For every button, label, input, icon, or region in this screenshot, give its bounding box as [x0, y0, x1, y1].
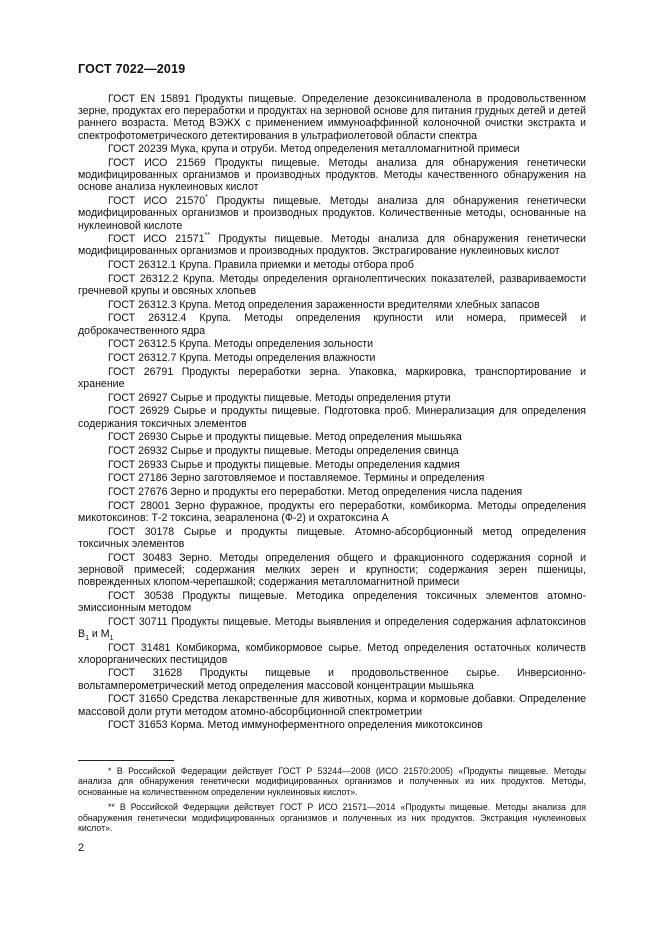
- reference-title: Продукты пищевые. Методы анализа для обнаружения генетически модифицированных организмов и производных продуктов. Количественные методы, основанные на нуклеиновой кислоте: [78, 195, 586, 232]
- reference-entry: ГОСТ 28001 Зерно фуражное, продукты его переработки, комбикорма. Методы определения микотоксинов: Т-2 токсина, зеараленона (Ф-2) и охратоксина А: [78, 499, 586, 524]
- reference-entry: ГОСТ 26312.7 Крупа. Методы определения влажности: [108, 352, 376, 365]
- reference-entry: ГОСТ 20239 Мука, крупа и отруби. Метод определения металломагнитной примеси: [108, 143, 520, 156]
- reference-entry: ГОСТ 30483 Зерно. Методы определения общего и фракционного содержания сорной и зерновой примесей; содержания мелких зерен и крупности; содержания зерен пшеницы, поврежденных клопом-черепашкой; содержания металломагнитной примеси: [78, 551, 586, 589]
- reference-entry: ГОСТ 26791 Продукты переработки зерна. Упаковка, маркировка, транспортирование и хранение: [78, 365, 586, 390]
- reference-entry: ГОСТ 31650 Средства лекарственные для животных, корма и кормовые добавки. Определение массовой доли ртути методом атомно-абсорбционной спектрометрии: [78, 693, 586, 718]
- reference-entry: ГОСТ 26312.5 Крупа. Методы определения зольности: [108, 338, 374, 351]
- reference-entry: ГОСТ 26933 Сырье и продукты пищевые. Методы определения кадмия: [108, 458, 460, 471]
- reference-entry: [78, 233, 586, 257]
- reference-entry: ГОСТ 26930 Сырье и продукты пищевые. Метод определения мышьяка: [108, 431, 462, 444]
- subscript: 1: [109, 634, 114, 642]
- reference-text: ГОСТ 30711 Продукты пищевые. Методы выявления и определения содержания афлатоксинов В: [78, 615, 586, 640]
- reference-entry: ГОСТ 26929 Сырье и продукты пищевые. Подготовка проб. Минерализация для определения содержания токсичных элементов: [78, 405, 586, 430]
- footnote-marker: **: [204, 231, 210, 239]
- footnote-divider: [78, 760, 174, 761]
- reference-entry: ГОСТ 27186 Зерно заготовляемое и поставляемое. Термины и определения: [108, 472, 485, 485]
- subscript: 1: [85, 634, 89, 642]
- reference-entry: ГОСТ 26312.1 Крупа. Правила приемки и методы отбора проб: [108, 259, 414, 272]
- reference-code: ГОСТ ИСО 21571: [108, 233, 205, 246]
- reference-entry: ГОСТ 30538 Продукты пищевые. Методика определения токсичных элементов атомно-эмиссионным методом: [78, 589, 586, 614]
- footnote-marker: *: [205, 193, 208, 201]
- reference-entry: ГОСТ 26312.2 Крупа. Методы определения органолептических показателей, развариваемости гречневой крупы и овсяных хлопьев: [78, 272, 586, 298]
- reference-title: Продукты пищевые. Методы анализа для обнаружения генетически модифицированных организмов и производных продуктов. Экстрагирование нуклеиновых кислот: [78, 233, 586, 258]
- reference-entry: ГОСТ 26312.3 Крупа. Метод определения зараженности вредителями хлебных запасов: [108, 298, 540, 311]
- reference-code: ГОСТ ИСО 21570: [108, 195, 206, 208]
- footnotes: [78, 766, 586, 838]
- reference-entry: ГОСТ ИСО 21569 Продукты пищевые. Методы анализа для обнаружения генетически модифицированных организмов и производных продуктов. Методы качественного обнаружения на основе анализа нуклеиновых кислот: [78, 157, 586, 194]
- reference-entry: ГОСТ 31653 Корма. Метод иммуноферментного определения микотоксинов: [108, 719, 483, 732]
- reference-entry: ГОСТ 31628 Продукты пищевые и продовольственное сырье. Инверсионно-вольтамперометрический метод определения массовой концентрации мышьяка: [78, 667, 586, 692]
- reference-text: и М: [88, 627, 110, 640]
- reference-entry: ГОСТ 26927 Сырье и продукты пищевые. Методы определения ртути: [108, 391, 451, 404]
- normative-references-list: [78, 93, 586, 733]
- page-header-title: ГОСТ 7022—2019: [78, 62, 186, 76]
- reference-entry: ГОСТ 26932 Сырье и продукты пищевые. Методы определения свинца: [108, 444, 459, 457]
- page-number: 2: [78, 842, 85, 854]
- reference-entry: ГОСТ 31481 Комбикорма, комбикормовое сырье. Метод определения остаточных количеств хлорорганических пестицидов: [78, 641, 586, 666]
- reference-entry: ГОСТ 30178 Сырье и продукты пищевые. Атомно-абсорбционный метод определения токсичных элементов: [78, 525, 586, 550]
- reference-entry: [78, 616, 586, 640]
- reference-entry: [78, 195, 586, 232]
- footnote: * В Российской Федерации действует ГОСТ Р 53244—2008 (ИСО 21570:2005) «Продукты пищевые. Методы анализа для обнаружения генетически модифицированных организмов и полученных из них продуктов. Методы, основанные на количественном определении нуклеиновых кислот».: [78, 766, 586, 797]
- reference-entry: ГОСТ 26312.4 Крупа. Методы определения крупности или номера, примесей и доброкачественного ядра: [78, 312, 586, 337]
- reference-entry: ГОСТ 27676 Зерно и продукты его переработки. Метод определения числа падения: [108, 486, 523, 499]
- footnote: ** В Российской Федерации действует ГОСТ Р ИСО 21571—2014 «Продукты пищевые. Методы анализа для обнаружения генетически модифицированных организмов и полученных из них продуктов. Экстракция нуклеиновых кислот».: [78, 802, 586, 834]
- reference-entry: ГОСТ EN 15891 Продукты пищевые. Определение дезоксиниваленола в продовольственном зерне, продуктах его переработки и продуктах на зерновой основе для питания грудных детей и детей раннего возраста. Метод ВЭЖХ с применением иммуноаффинной колоночной очистки экстракта и спектрофотометрического детектирования в ультрафиолетовой области спектра: [78, 93, 586, 142]
